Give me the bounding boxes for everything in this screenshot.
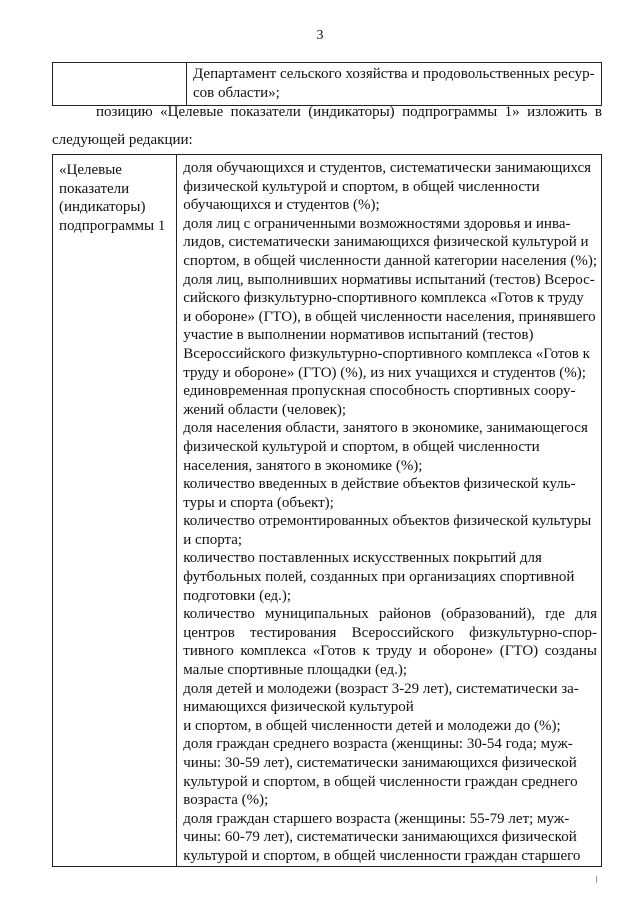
content-line: сийского физкультурно-спортивного комплекса «Готов к труду bbox=[183, 290, 584, 307]
department-line-2: сов области»; bbox=[193, 85, 280, 101]
content-line: единовременная пропускная способность спортивных соору- bbox=[183, 383, 576, 400]
content-line: количество отремонтированных объектов физической культуры bbox=[183, 513, 592, 530]
content-line: количество поставленных искусственных покрытий для bbox=[183, 550, 542, 567]
content-line: и спорта; bbox=[183, 531, 243, 548]
content-line: доля лиц с ограниченными возможностями здоровья и инва- bbox=[183, 215, 571, 232]
content-line: обучающихся и студентов (%); bbox=[183, 197, 380, 214]
table-row bbox=[53, 63, 602, 106]
content-line: чины: 60-79 лет), систематически занимающихся физической bbox=[183, 829, 577, 846]
content-line: доля населения области, занятого в экономике, занимающегося bbox=[183, 420, 588, 437]
scan-edge-mark bbox=[596, 876, 597, 883]
content-line: физической культурой и спортом, в общей численности bbox=[183, 178, 540, 195]
content-line: и спортом, в общей численности детей и молодежи до (%); bbox=[183, 717, 561, 734]
label-line: «Целевые bbox=[59, 162, 122, 178]
content-line: футбольных полей, созданных при организациях спортивной bbox=[183, 569, 575, 586]
department-cell bbox=[187, 63, 602, 106]
content-line: спортом, в общей численности данной категории населения (%); bbox=[183, 252, 597, 269]
label-line: подпрограммы 1 bbox=[59, 217, 166, 234]
content-line: количество введенных в действие объектов физической куль- bbox=[183, 476, 576, 493]
content-line: центров тестирования Всероссийского физкультурно-спор- bbox=[183, 624, 597, 641]
content-line: населения, занятого в экономике (%); bbox=[183, 457, 423, 474]
label-line: показатели bbox=[59, 180, 130, 197]
content-line: лидов, систематически занимающихся физической культурой и bbox=[183, 234, 589, 251]
content-line: чины: 30-59 лет), систематически занимающихся физической bbox=[183, 755, 577, 771]
content-line: доля обучающихся и студентов, систематически занимающихся bbox=[183, 160, 592, 176]
intro-paragraph bbox=[52, 103, 602, 150]
department-table bbox=[52, 62, 602, 106]
indicators-content-cell bbox=[177, 155, 602, 867]
intro-line-1: позицию «Целевые показатели (индикаторы) подпрограммы 1» изложить в bbox=[96, 104, 602, 120]
department-line-1: Департамент сельского хозяйства и продовольственных ресур- bbox=[193, 66, 595, 82]
content-line: возраста (%); bbox=[183, 792, 269, 809]
empty-cell bbox=[53, 63, 187, 106]
content-line: жений области (человек); bbox=[183, 401, 347, 418]
content-line: нимающихся физической культурой bbox=[183, 699, 414, 716]
content-line: физической культурой и спортом, в общей численности bbox=[183, 438, 540, 455]
content-line: и обороне» (ГТО), в общей численности населения, принявшего bbox=[183, 308, 596, 325]
indicators-table bbox=[52, 154, 602, 867]
content-line: доля лиц, выполнивших нормативы испытаний (тестов) Всерос- bbox=[183, 271, 595, 288]
content-line: участие в выполнении нормативов испытаний (тестов) bbox=[183, 327, 534, 344]
content-line: культурой и спортом, в общей численности граждан среднего bbox=[183, 773, 578, 790]
content-line: малые спортивные площадки (ед.); bbox=[183, 662, 407, 679]
content-line: количество муниципальных районов (образований), где для bbox=[183, 606, 597, 623]
content-line: доля детей и молодежи (возраст 3-29 лет), систематически за- bbox=[183, 680, 579, 697]
table-row bbox=[53, 155, 602, 867]
content-line: тивного комплекса «Готов к труду и обороне» (ГТО) созданы bbox=[183, 643, 597, 660]
intro-line-2: следующей редакции: bbox=[52, 132, 193, 148]
indicators-label-cell bbox=[53, 155, 177, 867]
content-line: труду и обороне» (ГТО) (%), из них учащихся и студентов (%); bbox=[183, 364, 586, 381]
label-line: (индикаторы) bbox=[59, 199, 146, 216]
content-line: доля граждан старшего возраста (женщины: 55-79 лет; муж- bbox=[183, 810, 570, 827]
page-number: 3 bbox=[316, 28, 324, 43]
content-line: культурой и спортом, в общей численности граждан старшего bbox=[183, 847, 581, 864]
content-line: туры и спорта (объект); bbox=[183, 494, 334, 511]
content-line: подготовки (ед.); bbox=[183, 587, 292, 604]
content-line: Всероссийского физкультурно-спортивного комплекса «Готов к bbox=[183, 345, 590, 362]
content-line: доля граждан среднего возраста (женщины: 30-54 года; муж- bbox=[183, 736, 573, 753]
